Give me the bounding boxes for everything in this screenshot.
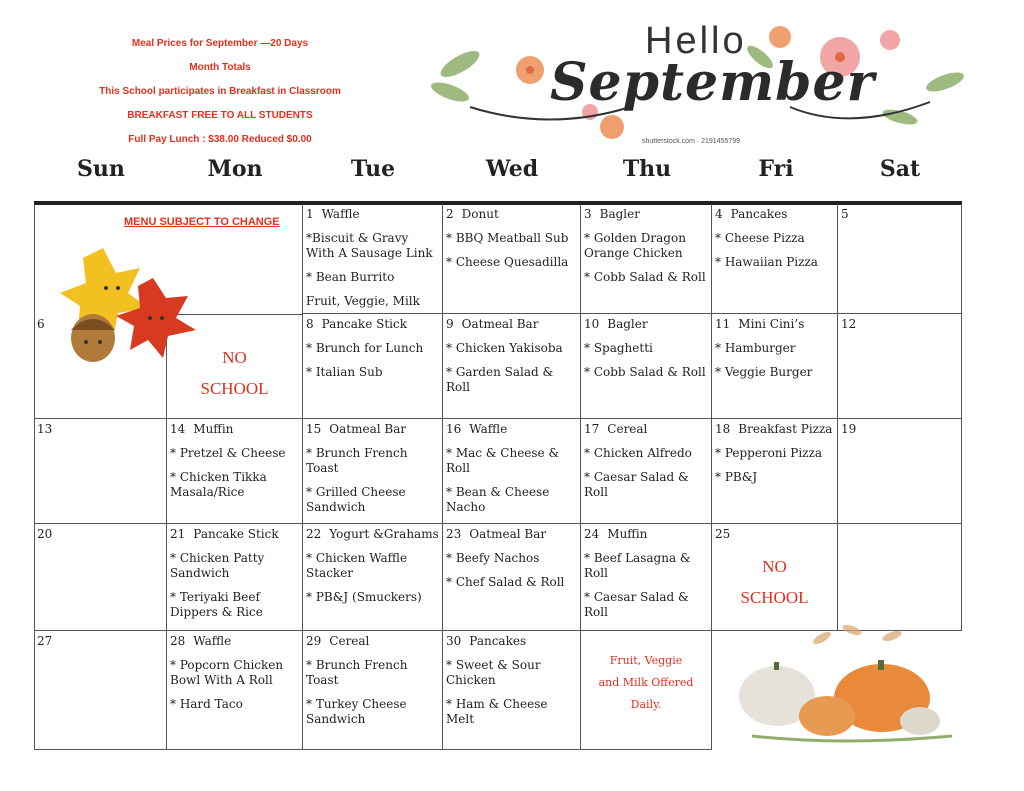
autumn-leaves-image [58, 238, 208, 368]
calendar-day-cell [581, 419, 712, 524]
menu-item: * Cheese Quesadilla [446, 255, 569, 269]
day-heading [170, 527, 299, 542]
day-number: 19 [841, 422, 857, 436]
day-number: 11 [715, 317, 731, 331]
info-line: BREAKFAST FREE TO ALL STUDENTS [127, 110, 313, 121]
calendar-day-cell [712, 314, 838, 419]
menu-item: * Mac & Cheese & Roll [446, 446, 560, 475]
breakfast-item: Bagler [599, 207, 640, 221]
menu-item: * Chicken Tikka Masala/Rice [170, 470, 267, 499]
menu-item: * Caesar Salad & Roll [584, 590, 689, 619]
weekday-label: Sat [879, 156, 921, 182]
day-number: 24 [584, 527, 600, 541]
menu-item: * Chicken Alfredo [584, 446, 692, 460]
calendar-day-cell [303, 524, 443, 631]
info-line: This School participates in Breakfast in Classroom [99, 86, 341, 97]
menu-item: * Brunch for Lunch [306, 341, 424, 355]
breakfast-item: Cereal [329, 634, 370, 648]
breakfast-item: Pancake Stick [321, 317, 407, 331]
menu-item: * Pepperoni Pizza [715, 446, 822, 460]
menu-item: * Garden Salad & Roll [446, 365, 554, 394]
weekday-label: Fri [758, 156, 794, 182]
no-school-label [715, 551, 834, 613]
calendar-day-cell [581, 204, 712, 314]
menu-item: * Caesar Salad & Roll [584, 470, 689, 499]
info-line: Full Pay Lunch : $38.00 Reduced $0.00 [128, 134, 312, 145]
menu-item: * Cobb Salad & Roll [584, 365, 706, 379]
daily-offer-cell [581, 631, 712, 750]
menu-item: * Grilled Cheese Sandwich [306, 485, 406, 514]
day-number: 1 [306, 207, 314, 221]
menu-item: * Bean & Cheese Nacho [446, 485, 550, 514]
menu-item: * Hard Taco [170, 697, 243, 711]
day-heading [584, 317, 708, 332]
breakfast-item: Oatmeal Bar [469, 527, 547, 541]
calendar-day-cell [167, 524, 303, 631]
day-number: 28 [170, 634, 186, 648]
day-number: 16 [446, 422, 462, 436]
menu-item: * Italian Sub [306, 365, 383, 379]
day-number: 8 [306, 317, 314, 331]
day-heading [306, 527, 439, 542]
day-number: 18 [715, 422, 731, 436]
calendar-day-cell [303, 314, 443, 419]
day-number: 27 [37, 634, 53, 648]
menu-item: * Chicken Waffle Stacker [306, 551, 408, 580]
day-number: 17 [584, 422, 600, 436]
menu-item: * Beef Lasagna & Roll [584, 551, 691, 580]
banner-month-title: September [550, 52, 875, 113]
day-number: 9 [446, 317, 454, 331]
day-heading [446, 527, 577, 542]
calendar-day-cell [167, 419, 303, 524]
menu-item: * Popcorn Chicken Bowl With A Roll [170, 658, 284, 687]
day-heading [841, 207, 958, 222]
no-school-line: SCHOOL [740, 588, 809, 607]
day-number: 25 [715, 527, 731, 541]
menu-item: * Turkey Cheese Sandwich [306, 697, 407, 726]
calendar-day-cell [581, 314, 712, 419]
day-number: 10 [584, 317, 600, 331]
calendar-day-cell [303, 419, 443, 524]
no-school-cell [712, 524, 838, 631]
menu-item: * Hamburger [715, 341, 796, 355]
day-heading [37, 422, 163, 437]
no-school-line: NO [222, 348, 247, 367]
blank-cell [838, 524, 962, 631]
pumpkins-image [732, 616, 960, 744]
calendar-day-cell [712, 419, 838, 524]
menu-item: * Brunch French Toast [306, 658, 408, 687]
day-number: 12 [841, 317, 857, 331]
breakfast-item: Pancakes [730, 207, 788, 221]
daily-offer-line: and Milk Offered Daily. [598, 676, 694, 711]
breakfast-item: Breakfast Pizza [738, 422, 833, 436]
day-heading [584, 207, 708, 222]
menu-item: * PB&J [715, 470, 758, 484]
weekday-label: Wed [485, 156, 539, 182]
menu-item: * Pretzel & Cheese [170, 446, 286, 460]
day-number: 14 [170, 422, 186, 436]
calendar-day-cell [443, 419, 581, 524]
day-number: 3 [584, 207, 592, 221]
day-number: 30 [446, 634, 462, 648]
day-number: 22 [306, 527, 322, 541]
menu-change-notice: MENU SUBJECT TO CHANGE [124, 216, 280, 228]
calendar-day-cell [443, 314, 581, 419]
daily-offer-line: Fruit, Veggie [609, 654, 683, 667]
menu-item: * Chicken Yakisoba [446, 341, 563, 355]
calendar-day-cell [167, 631, 303, 750]
breakfast-item: Donut [461, 207, 499, 221]
breakfast-item: Muffin [193, 422, 234, 436]
day-heading [446, 317, 577, 332]
menu-item: * Bean Burrito [306, 270, 395, 284]
menu-item: * BBQ Meatball Sub [446, 231, 569, 245]
day-heading [841, 422, 958, 437]
day-heading [306, 317, 439, 332]
banner-credit: shutterstock.com · 2191455799 [642, 138, 741, 145]
weekday-header [0, 156, 1024, 188]
breakfast-item: Waffle [193, 634, 232, 648]
day-heading [584, 422, 708, 437]
no-school-line: NO [762, 557, 787, 576]
menu-item: * Hawaiian Pizza [715, 255, 818, 269]
day-number: 23 [446, 527, 462, 541]
calendar-day-cell [443, 204, 581, 314]
day-heading [37, 634, 163, 649]
calendar-day-cell [581, 524, 712, 631]
day-heading [306, 422, 439, 437]
menu-item: * Cheese Pizza [715, 231, 805, 245]
day-heading [584, 527, 708, 542]
weekday-label: Thu [622, 156, 672, 182]
day-heading [446, 207, 577, 222]
day-number: 21 [170, 527, 186, 541]
breakfast-item: Bagler [607, 317, 648, 331]
menu-item: *Biscuit & Gravy With A Sausage Link [306, 231, 433, 260]
day-number: 13 [37, 422, 53, 436]
meal-price-info [90, 38, 350, 158]
day-heading [37, 527, 163, 542]
menu-item: * Veggie Burger [715, 365, 813, 379]
menu-item: * PB&J (Smuckers) [306, 590, 422, 604]
banner-hello: Hello [645, 20, 747, 62]
calendar-day-cell [443, 631, 581, 750]
calendar-day-cell [838, 204, 962, 314]
day-heading [446, 634, 577, 649]
day-number: 6 [37, 317, 45, 331]
day-heading [170, 422, 299, 437]
breakfast-item: Mini Cini’s [738, 317, 805, 331]
breakfast-item: Oatmeal Bar [461, 317, 539, 331]
calendar-day-cell [303, 631, 443, 750]
weekday-label: Sun [77, 156, 125, 182]
day-number: 29 [306, 634, 322, 648]
day-number: 15 [306, 422, 322, 436]
menu-item: * Spaghetti [584, 341, 653, 355]
menu-item: * Golden Dragon Orange Chicken [584, 231, 686, 260]
info-line: Month Totals [189, 62, 251, 73]
info-line: Meal Prices for September —20 Days [131, 38, 309, 49]
day-heading [306, 634, 439, 649]
hello-september-banner [430, 12, 970, 147]
menu-item: * Sweet & Sour Chicken [446, 658, 541, 687]
calendar-day-cell [34, 631, 167, 750]
menu-item: * Brunch French Toast [306, 446, 408, 475]
day-heading [306, 207, 439, 222]
breakfast-item: Yogurt &Grahams [329, 527, 439, 541]
day-heading [841, 317, 958, 332]
breakfast-item: Waffle [321, 207, 360, 221]
breakfast-item: Pancake Stick [193, 527, 279, 541]
menu-item: Fruit, Veggie, Milk [306, 294, 420, 308]
calendar-day-cell [838, 314, 962, 419]
menu-item: * Chef Salad & Roll [446, 575, 565, 589]
no-school-line: SCHOOL [200, 379, 269, 398]
day-number: 5 [841, 207, 849, 221]
day-heading [715, 317, 834, 332]
menu-item: * Teriyaki Beef Dippers & Rice [170, 590, 263, 619]
breakfast-item: Cereal [607, 422, 648, 436]
menu-item: * Ham & Cheese Melt [446, 697, 548, 726]
day-heading [170, 634, 299, 649]
weekday-label: Tue [350, 156, 396, 182]
breakfast-item: Muffin [607, 527, 648, 541]
day-number: 2 [446, 207, 454, 221]
menu-item: * Beefy Nachos [446, 551, 540, 565]
calendar-day-cell [443, 524, 581, 631]
menu-item: * Cobb Salad & Roll [584, 270, 706, 284]
day-number: 4 [715, 207, 723, 221]
breakfast-item: Oatmeal Bar [329, 422, 407, 436]
day-number: 20 [37, 527, 53, 541]
menu-item: * Chicken Patty Sandwich [170, 551, 265, 580]
calendar-day-cell [303, 204, 443, 314]
calendar-day-cell [34, 419, 167, 524]
calendar-day-cell [838, 419, 962, 524]
calendar-day-cell [712, 204, 838, 314]
day-heading [715, 207, 834, 222]
day-heading [715, 527, 834, 542]
breakfast-item: Waffle [469, 422, 508, 436]
day-heading [446, 422, 577, 437]
day-heading [715, 422, 834, 437]
daily-offer-note [584, 650, 708, 716]
weekday-label: Mon [207, 156, 263, 182]
calendar-day-cell [34, 524, 167, 631]
breakfast-item: Pancakes [469, 634, 527, 648]
